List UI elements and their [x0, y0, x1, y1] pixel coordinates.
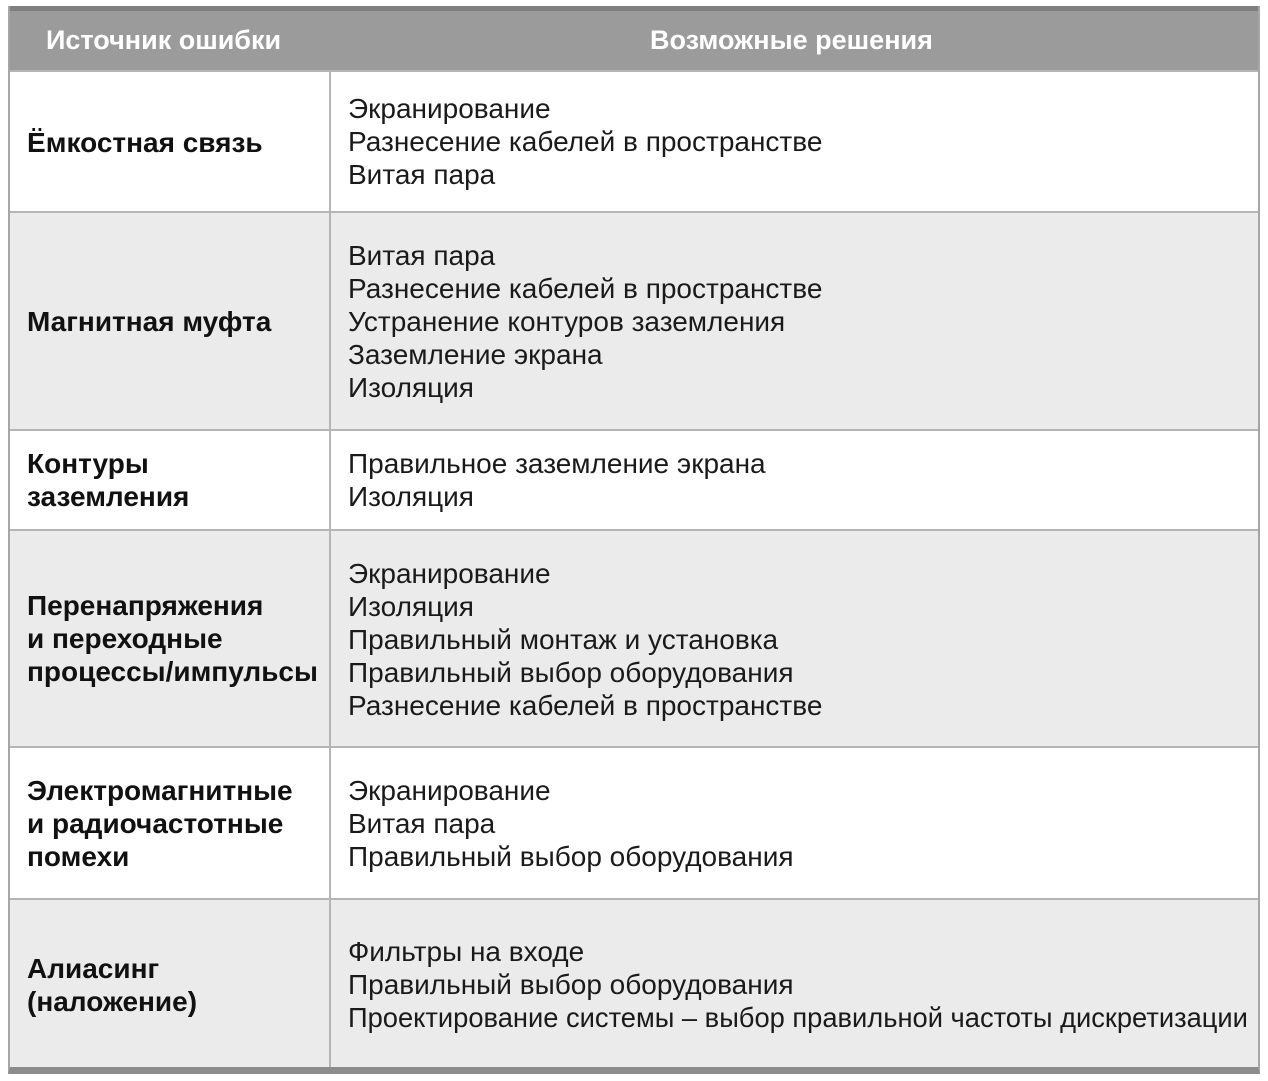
source-cell [27, 589, 327, 688]
solution-item: Правильный выбор оборудования [348, 657, 794, 688]
table-row [10, 70, 1258, 211]
solution-item: Изоляция [348, 481, 474, 512]
source-line: помехи [27, 841, 130, 872]
solution-item: Разнесение кабелей в пространстве [348, 690, 823, 721]
solutions-cell [348, 774, 794, 873]
source-cell [27, 305, 327, 338]
solution-item: Экранирование [348, 775, 551, 806]
solutions-cell [348, 447, 766, 513]
source-line: и переходные [27, 623, 223, 654]
table-row [10, 746, 1258, 898]
solution-item: Витая пара [348, 159, 496, 190]
solution-item: Правильное заземление экрана [348, 448, 766, 479]
solution-item: Разнесение кабелей в пространстве [348, 126, 823, 157]
source-line: Контуры [27, 448, 149, 479]
solution-item: Изоляция [348, 372, 474, 403]
table-row [10, 211, 1258, 429]
source-cell [27, 126, 327, 159]
source-line: Магнитная муфта [27, 306, 272, 337]
solutions-cell [348, 935, 1268, 1034]
solutions-cell [348, 557, 822, 722]
solution-item: Заземление экрана [348, 339, 603, 370]
solution-item: Правильный выбор оборудования [348, 969, 794, 1000]
table-header [10, 6, 1258, 70]
solution-item: Витая пара [348, 240, 496, 271]
source-cell [27, 952, 327, 1018]
source-cell [27, 774, 327, 873]
solution-item: Разнесение кабелей в пространстве [348, 273, 823, 304]
solution-item: Витая пара [348, 808, 496, 839]
table-row [10, 898, 1258, 1067]
source-line: Алиасинг [27, 953, 160, 984]
header-solutions: Возможные решения [650, 25, 933, 55]
solution-item: Устранение контуров заземления [348, 306, 786, 337]
source-line: заземления [27, 481, 190, 512]
error-solutions-table [8, 6, 1260, 1074]
solution-item: Изоляция [348, 591, 474, 622]
solution-item: Экранирование [348, 93, 551, 124]
table-row [10, 429, 1258, 529]
source-line: Ёмкостная связь [27, 127, 263, 158]
source-line: процессы/импульсы [27, 656, 318, 687]
source-line: Электромагнитные [27, 775, 293, 806]
solution-item: Правильный выбор оборудования [348, 841, 794, 872]
solution-item: Проектирование системы – выбор правильной частоты дискретизации [348, 1002, 1248, 1033]
source-cell [27, 447, 327, 513]
column-divider [329, 70, 331, 1067]
solutions-cell [348, 92, 822, 191]
source-line: Перенапряжения [27, 590, 264, 621]
solutions-cell [348, 239, 822, 404]
solution-item: Фильтры на входе [348, 936, 585, 967]
solution-item: Правильный монтаж и установка [348, 624, 779, 655]
source-line: и радиочастотные [27, 808, 284, 839]
table-row [10, 529, 1258, 746]
solution-item: Экранирование [348, 558, 551, 589]
header-source: Источник ошибки [46, 25, 282, 55]
source-line: (наложение) [27, 986, 198, 1017]
